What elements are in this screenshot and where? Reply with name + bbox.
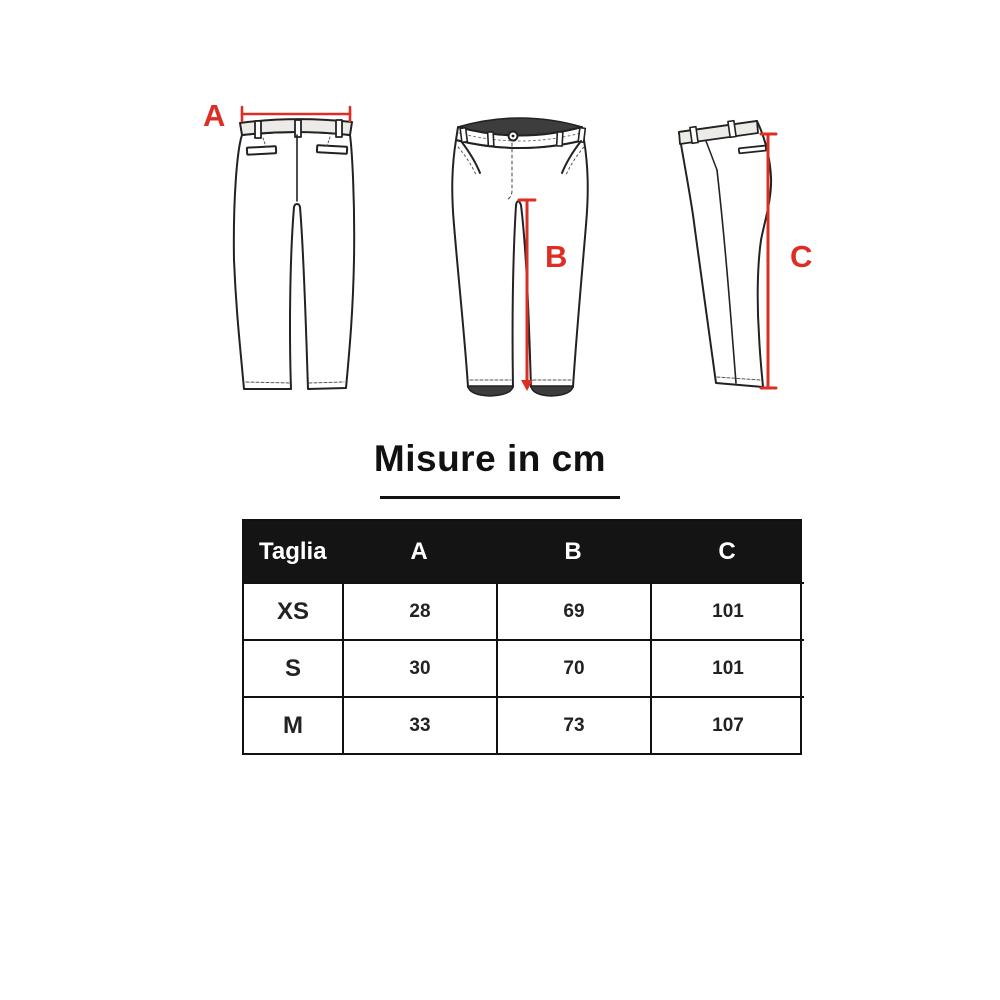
cell-size: M (244, 696, 342, 753)
header-cell-b: B (564, 537, 582, 565)
size-table-header-row (244, 521, 800, 582)
title-underline (380, 496, 620, 499)
page-title: Misure in cm (373, 438, 607, 479)
front-belt-loop (488, 132, 494, 146)
cell-b-value: 73 (496, 696, 650, 753)
measure-label-a: A (203, 98, 226, 133)
back-belt-loop (295, 120, 301, 137)
header-cell-c: C (718, 537, 736, 565)
table-row (244, 582, 800, 639)
side-belt-loop (690, 127, 698, 144)
table-row (244, 696, 800, 753)
cell-b-value: 70 (496, 639, 650, 696)
cell-c-value: 101 (650, 582, 804, 639)
header-cell-a: A (410, 537, 428, 565)
back-pocket-left (247, 146, 276, 155)
front-button-dot (512, 135, 515, 138)
cell-b-value: 69 (496, 582, 650, 639)
measure-label-b: B (545, 239, 568, 274)
cell-size: XS (244, 582, 342, 639)
pants-back-view (234, 107, 354, 389)
cell-a-value: 33 (342, 696, 496, 753)
back-belt-loop (336, 120, 342, 137)
pants-front-view (452, 118, 587, 396)
measure-label-c: C (790, 239, 813, 274)
back-body-outline (234, 132, 354, 389)
cell-a-value: 30 (342, 639, 496, 696)
front-hem-right (531, 386, 573, 396)
side-belt-loop (728, 121, 736, 138)
back-pocket-right (317, 145, 347, 154)
pants-diagrams (0, 0, 1000, 440)
front-belt-loop (578, 128, 585, 143)
pants-line-art (0, 0, 1000, 440)
cell-c-value: 107 (650, 696, 804, 753)
header-cell-taglia: Taglia (259, 537, 327, 565)
front-body-outline (452, 140, 587, 387)
title-wrap (0, 438, 980, 480)
pants-side-view (679, 121, 776, 388)
size-table-body (244, 582, 800, 753)
cell-a-value: 28 (342, 582, 496, 639)
size-table (242, 519, 802, 755)
front-hem-left (468, 386, 513, 396)
back-belt-loop (255, 121, 261, 138)
table-row (244, 639, 800, 696)
front-belt-loop (557, 132, 563, 146)
cell-c-value: 101 (650, 639, 804, 696)
cell-size: S (244, 639, 342, 696)
